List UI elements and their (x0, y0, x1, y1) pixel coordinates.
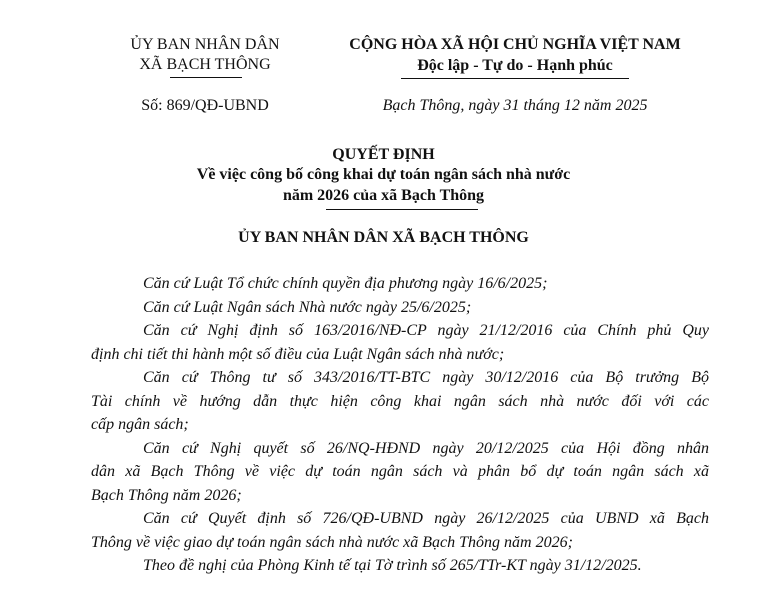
legal-basis-line: Thông về việc giao dự toán ngân sách nhà nước xã Bạch Thông năm 2026; (91, 533, 573, 551)
document-subject-line-1: Về việc công bố công khai dự toán ngân sách nhà nước (196, 166, 571, 183)
document-type: QUYẾT ĐỊNH (332, 146, 435, 163)
legal-basis-line: Căn cứ Luật Ngân sách Nhà nước ngày 25/6/2025; (143, 298, 472, 316)
legal-basis-line: Căn cứ Nghị quyết số 26/NQ-HĐND ngày 20/12/2025 của Hội đồng nhân (143, 439, 709, 457)
document-subject-line-2: năm 2026 của xã Bạch Thông (282, 187, 485, 204)
legal-basis-line: định chi tiết thi hành một số điều của Luật Ngân sách nhà nước; (91, 345, 505, 363)
legal-basis-line: Căn cứ Thông tư số 343/2016/TT-BTC ngày 30/12/2016 của Bộ trưởng Bộ (143, 369, 709, 386)
header-left-underline (170, 77, 242, 78)
legal-basis-line: Căn cứ Luật Tổ chức chính quyền địa phương ngày 16/6/2025; (143, 275, 548, 292)
legal-basis-line: Theo đề nghị của Phòng Kinh tế tại Tờ trình số 265/TTr-KT ngày 31/12/2025. (143, 557, 642, 574)
legal-basis-line: dân xã Bạch Thông về việc dự toán ngân sách và phân bổ dự toán ngân sách xã (91, 463, 709, 480)
place-and-date: Bạch Thông, ngày 31 tháng 12 năm 2025 (382, 97, 648, 114)
legal-basis-line: Căn cứ Nghị định số 163/2016/NĐ-CP ngày 21/12/2016 của Chính phủ Quy (143, 322, 709, 339)
national-title: CỘNG HÒA XÃ HỘI CHỦ NGHĨA VIỆT NAM (349, 36, 681, 53)
issuing-commune: XÃ BẠCH THÔNG (139, 56, 271, 73)
legal-basis-line: Căn cứ Quyết định số 726/QĐ-UBND ngày 26/12/2025 của UBND xã Bạch (143, 510, 709, 527)
legal-basis-line: Tài chính về hướng dẫn thực hiện công khai ngân sách nhà nước đối với các (91, 392, 709, 410)
legal-basis-line: cấp ngân sách; (91, 416, 189, 433)
deciding-authority: ỦY BAN NHÂN DÂN XÃ BẠCH THÔNG (238, 229, 529, 246)
legal-basis-line: Bạch Thông năm 2026; (91, 486, 242, 504)
national-motto: Độc lập - Tự do - Hạnh phúc (417, 57, 613, 74)
subject-underline (326, 209, 478, 210)
header-right-underline (401, 78, 629, 79)
document-number: Số: 869/QĐ-UBND (141, 97, 269, 114)
issuing-authority: ỦY BAN NHÂN DÂN (130, 36, 280, 53)
